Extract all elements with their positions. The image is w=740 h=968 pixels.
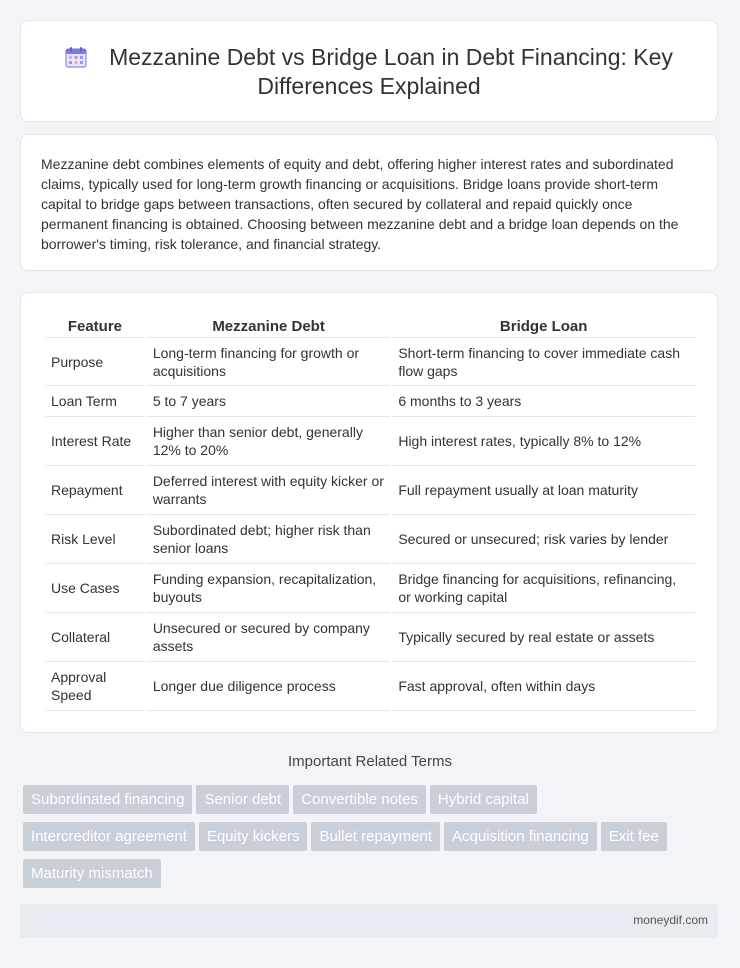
bridge-cell: High interest rates, typically 8% to 12%	[392, 417, 695, 466]
site-name[interactable]: moneydif.com	[633, 913, 708, 927]
mezzanine-cell: Subordinated debt; higher risk than senior loans	[147, 515, 391, 564]
comparison-table	[43, 315, 697, 711]
feature-cell: Use Cases	[45, 564, 145, 613]
table-row	[45, 417, 695, 466]
related-terms-list	[23, 785, 723, 896]
page-title	[21, 43, 717, 101]
feature-cell: Interest Rate	[45, 417, 145, 466]
mezzanine-cell: Unsecured or secured by company assets	[147, 613, 391, 662]
term-tag[interactable]: Senior debt	[196, 785, 289, 814]
bridge-cell: Typically secured by real estate or assets	[392, 613, 695, 662]
bridge-cell: 6 months to 3 years	[392, 386, 695, 417]
table-row	[45, 515, 695, 564]
title-line-2: Differences Explained	[257, 73, 481, 99]
feature-cell: Risk Level	[45, 515, 145, 564]
term-tag[interactable]: Hybrid capital	[430, 785, 537, 814]
table-row	[45, 613, 695, 662]
term-tag[interactable]: Intercreditor agreement	[23, 822, 195, 851]
term-tag[interactable]: Maturity mismatch	[23, 859, 161, 888]
title-line-1: Mezzanine Debt vs Bridge Loan in Debt Financing: Key	[109, 44, 673, 70]
feature-cell: Collateral	[45, 613, 145, 662]
feature-cell: Purpose	[45, 338, 145, 386]
mezzanine-cell: Deferred interest with equity kicker or warrants	[147, 466, 391, 515]
term-tag[interactable]: Bullet repayment	[311, 822, 440, 851]
header-feature: Feature	[45, 315, 145, 338]
mezzanine-cell: 5 to 7 years	[147, 386, 391, 417]
feature-cell: Repayment	[45, 466, 145, 515]
mezzanine-cell: Longer due diligence process	[147, 662, 391, 711]
term-tag[interactable]: Subordinated financing	[23, 785, 192, 814]
term-tag[interactable]: Equity kickers	[199, 822, 308, 851]
term-tag[interactable]: Convertible notes	[293, 785, 426, 814]
comparison-card	[20, 292, 718, 733]
bridge-cell: Secured or unsecured; risk varies by lender	[392, 515, 695, 564]
feature-cell: Approval Speed	[45, 662, 145, 711]
bridge-cell: Full repayment usually at loan maturity	[392, 466, 695, 515]
calendar-icon	[65, 46, 87, 68]
table-header-row	[45, 315, 695, 338]
table-row	[45, 564, 695, 613]
term-tag[interactable]: Acquisition financing	[444, 822, 597, 851]
header-bridge: Bridge Loan	[392, 315, 695, 338]
bridge-cell: Fast approval, often within days	[392, 662, 695, 711]
mezzanine-cell: Funding expansion, recapitalization, buyouts	[147, 564, 391, 613]
feature-cell: Loan Term	[45, 386, 145, 417]
table-row	[45, 386, 695, 417]
bridge-cell: Short-term financing to cover immediate cash flow gaps	[392, 338, 695, 386]
bridge-cell: Bridge financing for acquisitions, refinancing, or working capital	[392, 564, 695, 613]
intro-paragraph: Mezzanine debt combines elements of equity and debt, offering higher interest rates and subordinated claims, typically used for long-term growth financing or acquisitions. Bridge loans provide short-term capital to bridge gaps between transactions, often secured by collateral and repaid quickly once permanent financing is obtained. Choosing between mezzanine debt and a bridge loan depends on the borrower's timing, risk tolerance, and financial strategy.	[41, 156, 679, 252]
table-row	[45, 662, 695, 711]
footer	[20, 904, 718, 938]
table-row	[45, 466, 695, 515]
related-terms-heading: Important Related Terms	[288, 753, 452, 770]
mezzanine-cell: Higher than senior debt, generally 12% to 20%	[147, 417, 391, 466]
term-tag[interactable]: Exit fee	[601, 822, 667, 851]
title-card	[20, 20, 718, 122]
table-row	[45, 338, 695, 386]
header-mezzanine: Mezzanine Debt	[147, 315, 391, 338]
mezzanine-cell: Long-term financing for growth or acquisitions	[147, 338, 391, 386]
intro-card	[20, 134, 718, 271]
